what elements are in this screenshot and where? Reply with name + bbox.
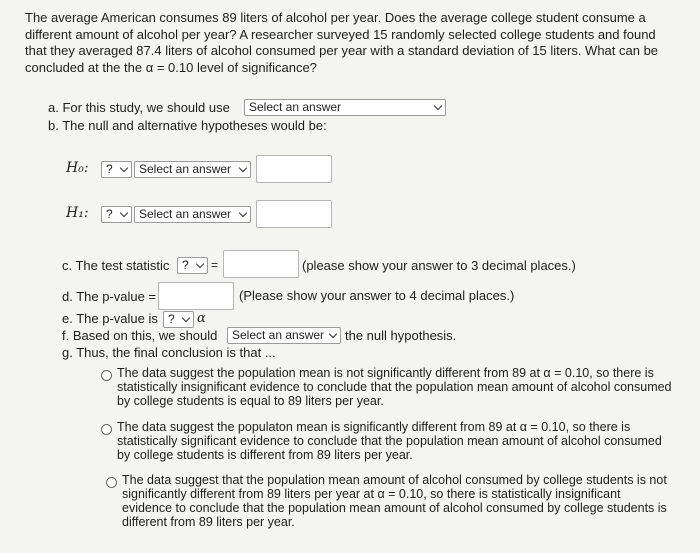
conclusion-option-2-radio[interactable] bbox=[101, 424, 112, 435]
part-c-hint: (please show your answer to 3 decimal places.) bbox=[302, 258, 576, 273]
part-c-label: c. The test statistic bbox=[62, 258, 170, 273]
conclusion-option-1-radio[interactable] bbox=[101, 370, 112, 381]
test-statistic-type-value: ? bbox=[182, 258, 189, 272]
h1-symbol: H₁: bbox=[66, 205, 89, 221]
conclusion-option-2-text: The data suggest the populaton mean is significantly different from 89 at α = 0.10, so there is statistically significant evidence to conclude that the population mean amount of alcohol consumed by college students is different from 89 liters per year. bbox=[117, 420, 662, 462]
part-f-suffix: the null hypothesis. bbox=[345, 328, 457, 343]
h1-value-input[interactable] bbox=[256, 200, 332, 228]
chevron-down-icon bbox=[239, 164, 247, 172]
h0-parameter-value: ? bbox=[106, 162, 113, 176]
decision-select[interactable] bbox=[227, 327, 341, 344]
part-a-label: a. For this study, we should use bbox=[48, 100, 230, 115]
test-type-select[interactable] bbox=[244, 99, 446, 116]
test-statistic-type-select[interactable] bbox=[177, 257, 208, 274]
part-e-label: e. The p-value is bbox=[62, 311, 158, 326]
conclusion-option-1-text: The data suggest the population mean is not significantly different from 89 at α = 0.10, so there is statistically insignificant evidence to conclude that the population mean amount of alcohol consumed by college students is equal to 89 liters per year. bbox=[117, 366, 672, 408]
part-f-label: f. Based on this, we should bbox=[62, 328, 218, 343]
chevron-down-icon bbox=[120, 164, 128, 172]
part-d-hint: (Please show your answer to 4 decimal places.) bbox=[239, 288, 515, 303]
part-d-label: d. The p-value = bbox=[62, 289, 157, 304]
p-value-input[interactable] bbox=[158, 282, 234, 310]
alpha-symbol: α bbox=[197, 311, 206, 326]
h0-value-input[interactable] bbox=[256, 155, 332, 183]
chevron-down-icon bbox=[239, 209, 247, 217]
conclusion-option-3-text: The data suggest that the population mean amount of alcohol consumed by college students is not significantly different from 89 liters per year at α = 0.10, so there is statistically insignificant evidence to conclude that the population mean amount of alcohol consumed by college students is different from 89 liters per year. bbox=[122, 473, 667, 529]
question-text: The average American consumes 89 liters of alcohol per year. Does the average college student consume a different amount of alcohol per year? A researcher surveyed 15 randomly selected college students and found that they averaged 87.4 liters of alcohol consumed per year with a standard deviation of 15 liters. What can be concluded at the the α = 0.10 level of significance? bbox=[25, 10, 659, 75]
chevron-down-icon bbox=[182, 314, 190, 322]
p-value-comparison-value: ? bbox=[168, 312, 175, 326]
test-statistic-input[interactable] bbox=[223, 250, 299, 278]
h0-parameter-select[interactable] bbox=[101, 161, 132, 178]
part-b-label: b. The null and alternative hypotheses would be: bbox=[48, 118, 327, 133]
decision-select-value: Select an answer bbox=[232, 328, 325, 342]
h1-parameter-select[interactable] bbox=[101, 206, 132, 223]
part-g-label: g. Thus, the final conclusion is that ... bbox=[62, 345, 276, 360]
h0-symbol: H₀: bbox=[66, 160, 89, 176]
h0-operator-select[interactable] bbox=[134, 161, 251, 178]
chevron-down-icon bbox=[120, 209, 128, 217]
chevron-down-icon bbox=[196, 260, 204, 268]
chevron-down-icon bbox=[329, 330, 337, 338]
conclusion-option-3-radio[interactable] bbox=[106, 477, 117, 488]
h1-operator-select[interactable] bbox=[134, 206, 251, 223]
h0-operator-value: Select an answer bbox=[139, 162, 232, 176]
p-value-comparison-select[interactable] bbox=[163, 311, 194, 328]
h1-parameter-value: ? bbox=[106, 207, 113, 221]
h1-operator-value: Select an answer bbox=[139, 207, 232, 221]
equals-sign: = bbox=[211, 258, 219, 272]
chevron-down-icon bbox=[434, 102, 442, 110]
test-type-select-value: Select an answer bbox=[249, 100, 342, 114]
